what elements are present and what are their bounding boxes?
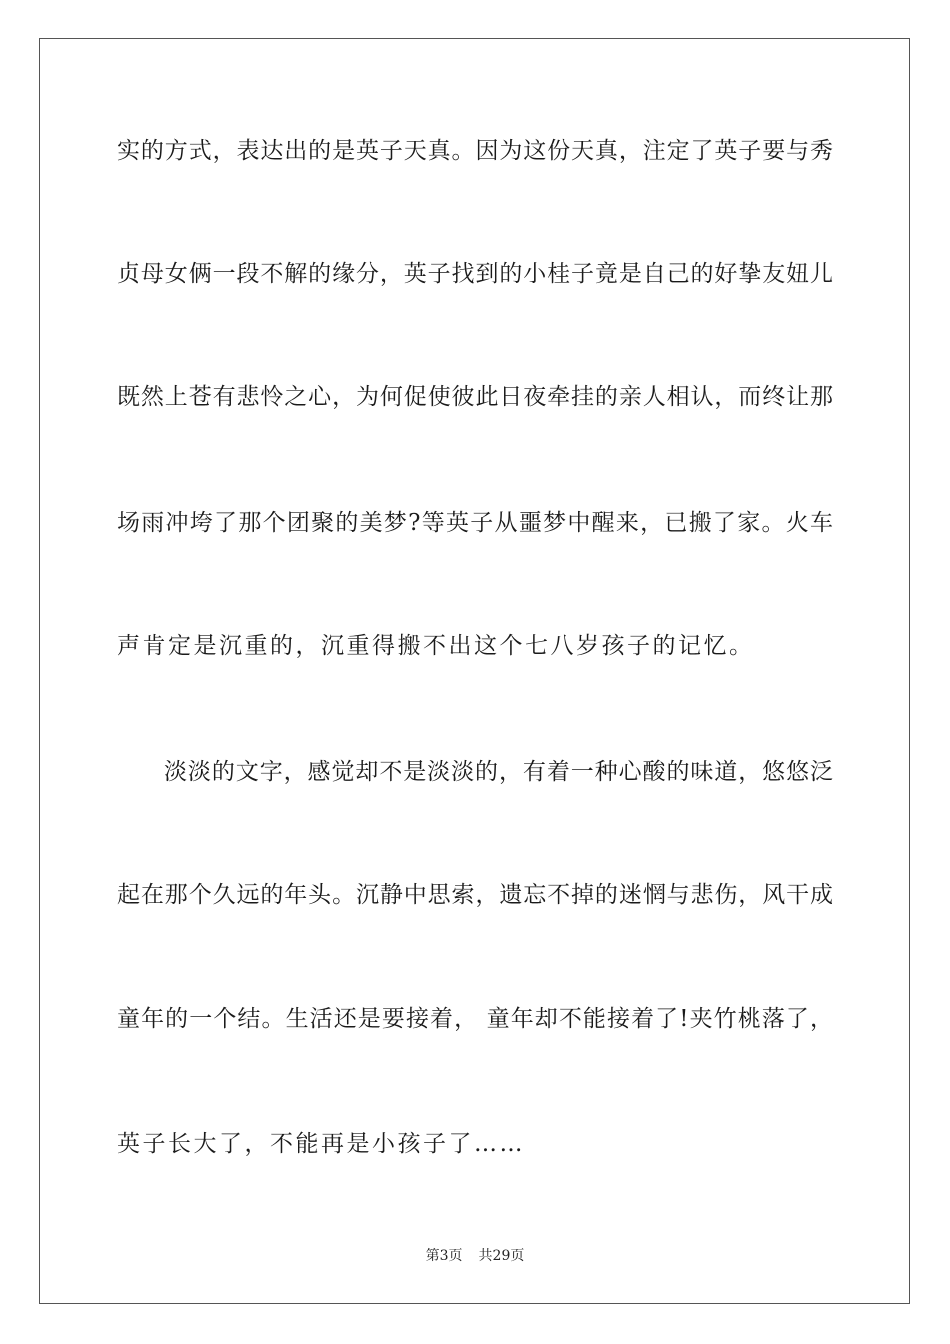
body-text-line: 实的方式，表达出的是英子天真。因为这份天真，注定了英子要与秀 <box>117 138 833 164</box>
page-footer <box>0 1247 950 1265</box>
total-pages: 共29页 <box>478 1248 525 1264</box>
page-number: 第3页 <box>425 1248 463 1264</box>
body-text-line: 英子长大了，不能再是小孩子了…… <box>117 1131 525 1157</box>
body-text-line: 起在那个久远的年头。沉静中思索，遗忘不掉的迷惘与悲伤，风干成 <box>117 882 833 908</box>
page-border <box>39 38 910 1304</box>
paragraph-first-line: 淡淡的文字，感觉却不是淡淡的，有着一种心酸的味道，悠悠泛 <box>164 759 833 785</box>
body-text-line: 童年的一个结。生活还是要接着， 童年却不能接着了!夹竹桃落了， <box>117 1006 833 1032</box>
body-text-line: 声肯定是沉重的，沉重得搬不出这个七八岁孩子的记忆。 <box>117 633 755 659</box>
body-text-line: 贞母女俩一段不解的缘分，英子找到的小桂子竟是自己的好挚友妞儿 <box>117 261 833 287</box>
body-text-line: 场雨冲垮了那个团聚的美梦?等英子从噩梦中醒来，已搬了家。火车 <box>117 510 833 536</box>
body-text-line: 既然上苍有悲怜之心，为何促使彼此日夜牵挂的亲人相认，而终让那 <box>117 384 833 410</box>
